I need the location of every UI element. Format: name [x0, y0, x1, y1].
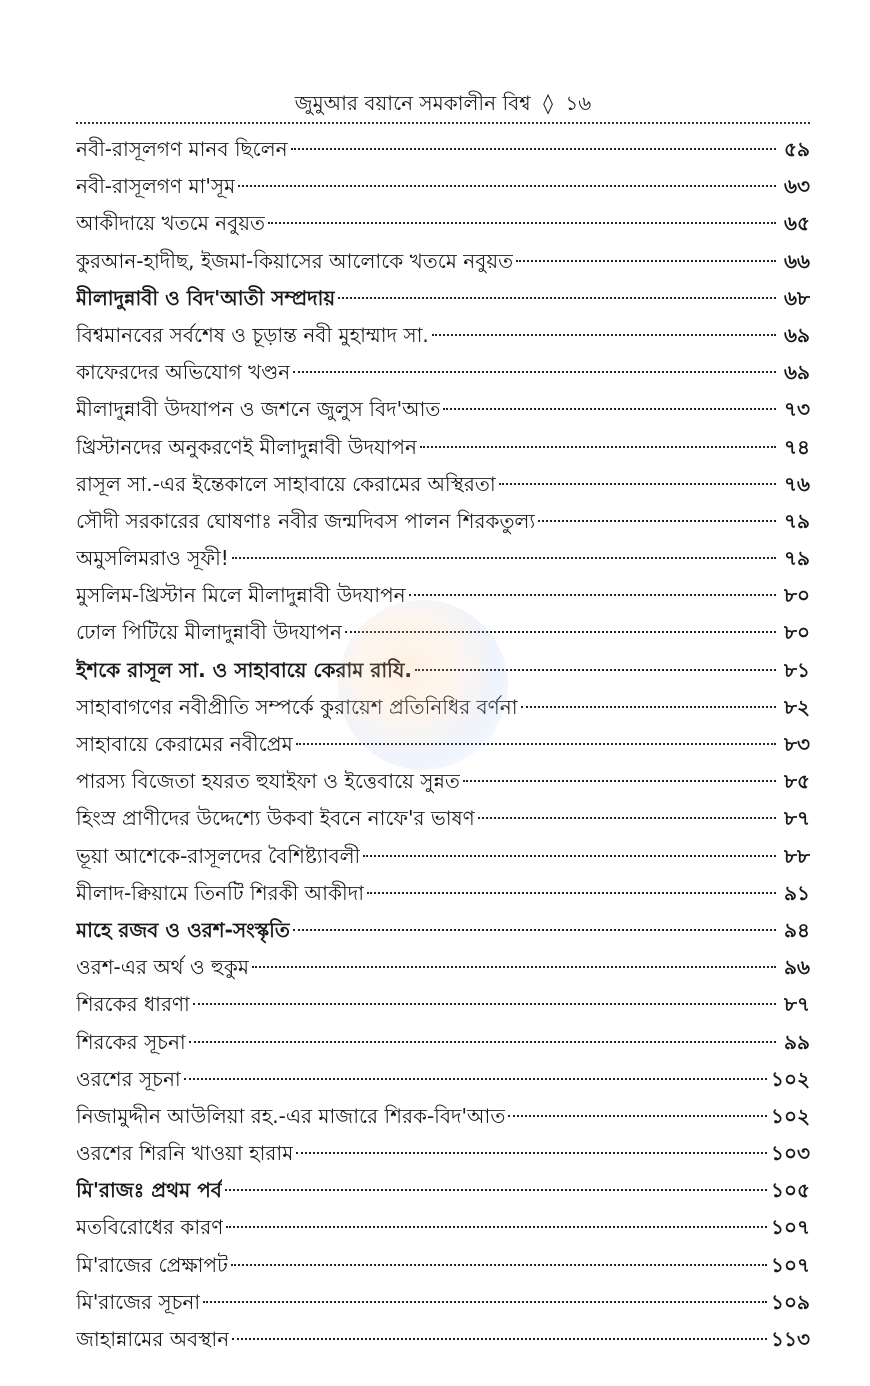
toc-entry-page: ৬৮ — [784, 285, 810, 310]
toc-entry-title: ওরশ-এর অর্থ ও হুকুম — [76, 955, 249, 980]
toc-entry-page: ৯৬ — [784, 955, 810, 980]
toc-entry — [76, 875, 810, 912]
toc-entry-page: ৬৬ — [783, 248, 810, 273]
dot-leader — [268, 222, 776, 224]
toc-entry-page: ১১৩ — [771, 1327, 810, 1351]
running-header — [76, 86, 810, 120]
dot-leader — [499, 483, 776, 485]
toc-entry-page: ৮৭ — [784, 806, 810, 831]
toc-entry-page: ৮৮ — [784, 843, 810, 868]
toc-entry-title: কাফেরদের অভিযোগ খণ্ডন — [76, 360, 291, 385]
dot-leader — [252, 966, 776, 968]
toc-entry — [76, 838, 810, 875]
toc-entry — [76, 1098, 810, 1135]
toc-entry-title: ওরশের সূচনা — [76, 1066, 181, 1091]
toc-entry-title: সাহাবাগণের নবীপ্রীতি সম্পর্কে কুরায়েশ প্রতিনিধির বর্ণনা — [76, 694, 518, 719]
dot-leader — [232, 1338, 767, 1340]
dot-leader — [363, 855, 776, 857]
dot-leader — [238, 185, 776, 187]
toc-entry-page: ৮০ — [784, 583, 810, 608]
toc-entry — [76, 1321, 810, 1358]
toc-entry-title: মীলাদুন্নাবী ও বিদ'আতী সম্প্রদায় — [76, 285, 336, 310]
toc-entry — [76, 763, 810, 800]
toc-entry-page: ১০২ — [771, 1066, 810, 1091]
toc-entry-title: ভূয়া আশেকে-রাসূলদের বৈশিষ্ট্যাবলী — [76, 843, 361, 868]
dot-leader — [225, 1189, 767, 1191]
toc-entry — [76, 205, 810, 242]
toc-entry-title: ওরশের শিরনি খাওয়া হারাম — [76, 1141, 294, 1166]
toc-entry — [76, 1284, 810, 1321]
toc-entry — [76, 1247, 810, 1284]
toc-entry — [76, 1209, 810, 1246]
header-divider — [76, 122, 810, 124]
dot-leader — [367, 892, 776, 894]
dot-leader — [293, 371, 776, 373]
toc-entry-title: বিশ্বমানবের সর্বশেষ ও চূড়ান্ত নবী মুহাম্মাদ সা. — [76, 322, 429, 347]
toc-entry-page: ৮০ — [784, 620, 810, 645]
toc-entry — [76, 466, 810, 503]
dot-leader — [463, 780, 776, 782]
toc-entry-page: ৮১ — [784, 657, 810, 682]
toc-entry-page: ৭৪ — [784, 434, 810, 459]
page-number: ১৬ — [565, 91, 592, 115]
dot-leader — [516, 260, 776, 262]
toc-entry-title: কুরআন-হাদীছ, ইজমা-কিয়াসের আলোকে খতমে নবুয়ত — [76, 248, 514, 273]
toc-entry — [76, 800, 810, 837]
toc-entry — [76, 1172, 810, 1209]
toc-entry-page: ৮৩ — [784, 732, 810, 756]
dot-leader — [296, 1152, 767, 1154]
toc-entry — [76, 912, 810, 949]
toc-entry-title: ইশকে রাসূল সা. ও সাহাবায়ে কেরাম রাযি. — [76, 657, 413, 682]
dot-leader — [443, 408, 776, 410]
toc-entry-page: ৬৯ — [784, 360, 810, 385]
toc-entry-title: ঢোল পিটিয়ে মীলাদুন্নাবী উদযাপন — [76, 620, 342, 645]
toc-entry-page: ৮৫ — [784, 769, 810, 794]
toc-entry-page: ৭৯ — [784, 508, 810, 533]
toc-entry-page: ৬৫ — [784, 211, 810, 236]
toc-entry-title: মাহে রজব ও ওরশ-সংস্কৃতি — [76, 917, 290, 942]
toc-entry-page: ৫৯ — [784, 137, 810, 161]
dot-leader — [538, 520, 776, 522]
toc-entry-title: মি'রাজের প্রেক্ষাপট — [76, 1252, 228, 1277]
toc-entry-page: ৭৩ — [783, 397, 810, 422]
toc-entry — [76, 168, 810, 205]
dot-leader — [226, 1226, 767, 1228]
toc-entry-page: ৯৯ — [784, 1029, 810, 1054]
toc-entry-title: সাহাবায়ে কেরামের নবীপ্রেম — [76, 732, 293, 756]
toc-entry-title: মি'রাজঃ প্রথম পর্ব — [76, 1178, 222, 1203]
toc-entry-title: মি'রাজের সূচনা — [76, 1289, 201, 1314]
toc-entry — [76, 986, 810, 1023]
toc-entry-title: মীলাদুন্নাবী উদযাপন ও জশনে জুলুস বিদ'আত — [76, 397, 441, 422]
book-title: জুমুআর বয়ানে সমকালীন বিশ্ব — [294, 91, 531, 115]
toc-entry-page: ৯১ — [784, 880, 810, 905]
toc-entry-title: নিজামুদ্দীন আউলিয়া রহ.-এর মাজারে শিরক-বিদ'আত — [76, 1103, 506, 1128]
toc-entry-title: শিরকের ধারণা — [76, 992, 190, 1017]
dot-leader — [420, 446, 776, 448]
dot-leader — [189, 1041, 776, 1043]
toc-entry — [76, 1024, 810, 1061]
toc-entry-title: হিংস্র প্রাণীদের উদ্দেশ্যে উকবা ইবনে নাফে'র ভাষণ — [76, 806, 475, 831]
toc-entry — [76, 429, 810, 466]
dot-leader — [338, 297, 776, 299]
dot-leader — [409, 594, 776, 596]
toc-entry-page: ৬৩ — [783, 174, 810, 199]
toc-entry-title: রাসূল সা.-এর ইন্তেকালে সাহাবায়ে কেরামের অস্থিরতা — [76, 471, 496, 496]
toc-entry-page: ১০৫ — [771, 1178, 810, 1203]
dot-leader — [508, 1115, 767, 1117]
dot-leader — [193, 1003, 776, 1005]
toc-entry-title: খ্রিস্টানদের অনুকরণেই মীলাদুন্নাবী উদযাপন — [76, 434, 417, 459]
toc-entry — [76, 503, 810, 540]
dot-leader — [432, 334, 776, 336]
diamond-separator-icon: ◊ — [543, 91, 553, 115]
toc-entry — [76, 540, 810, 577]
toc-entry-page: ৭৬ — [783, 471, 810, 496]
toc-entry-title: শিরকের সূচনা — [76, 1029, 186, 1054]
watermark-logo — [338, 600, 508, 770]
toc-entry — [76, 391, 810, 428]
toc-entry — [76, 949, 810, 986]
dot-leader — [184, 1078, 767, 1080]
dot-leader — [231, 1264, 767, 1266]
toc-entry-page: ৮৭ — [784, 992, 810, 1017]
toc-entry-page: ৬৯ — [784, 322, 810, 347]
toc-entry — [76, 317, 810, 354]
toc-entry-title: সৌদী সরকারের ঘোষণাঃ নবীর জন্মদিবস পালন শিরকতুল্য — [76, 508, 536, 533]
toc-entry — [76, 1135, 810, 1172]
toc-entry-page: ১০৯ — [771, 1289, 810, 1314]
dot-leader — [521, 706, 776, 708]
toc-entry — [76, 131, 810, 168]
toc-entry-title: জাহান্নামের অবস্থান — [76, 1327, 230, 1351]
toc-entry — [76, 354, 810, 391]
toc-entry-page: ৭৯ — [784, 546, 810, 571]
toc-entry — [76, 1061, 810, 1098]
toc-entry-page: ১০৭ — [771, 1215, 810, 1240]
toc-entry-title: আকীদায়ে খতমে নবুয়ত — [76, 211, 266, 236]
toc-entry-title: মীলাদ-ক্বিয়ামে তিনটি শিরকী আকীদা — [76, 880, 365, 905]
toc-entry-page: ১০৩ — [771, 1141, 810, 1166]
toc-entry-page: ৯৪ — [784, 917, 810, 942]
toc-entry-title: অমুসলিমরাও সূফী! — [76, 546, 229, 571]
dot-leader — [478, 817, 776, 819]
dot-leader — [232, 557, 776, 559]
toc-entry-title: নবী-রাসূলগণ মা'সূম — [76, 174, 236, 199]
toc-entry-title: মুসলিম-খ্রিস্টান মিলে মীলাদুন্নাবী উদযাপন — [76, 583, 406, 608]
toc-entry-page: ১০৭ — [771, 1252, 810, 1277]
toc-entry-title: মতবিরোধের কারণ — [76, 1215, 224, 1240]
toc-entry-title: নবী-রাসূলগণ মানব ছিলেন — [76, 137, 288, 161]
dot-leader — [293, 929, 776, 931]
toc-entry — [76, 243, 810, 280]
toc-entry — [76, 280, 810, 317]
toc-entry-page: ৮২ — [784, 694, 810, 719]
toc-entry-title: পারস্য বিজেতা হযরত হুযাইফা ও ইত্তেবায়ে সুন্নত — [76, 769, 460, 794]
dot-leader — [291, 148, 776, 150]
toc-entry-page: ১০২ — [771, 1103, 810, 1128]
dot-leader — [203, 1301, 767, 1303]
